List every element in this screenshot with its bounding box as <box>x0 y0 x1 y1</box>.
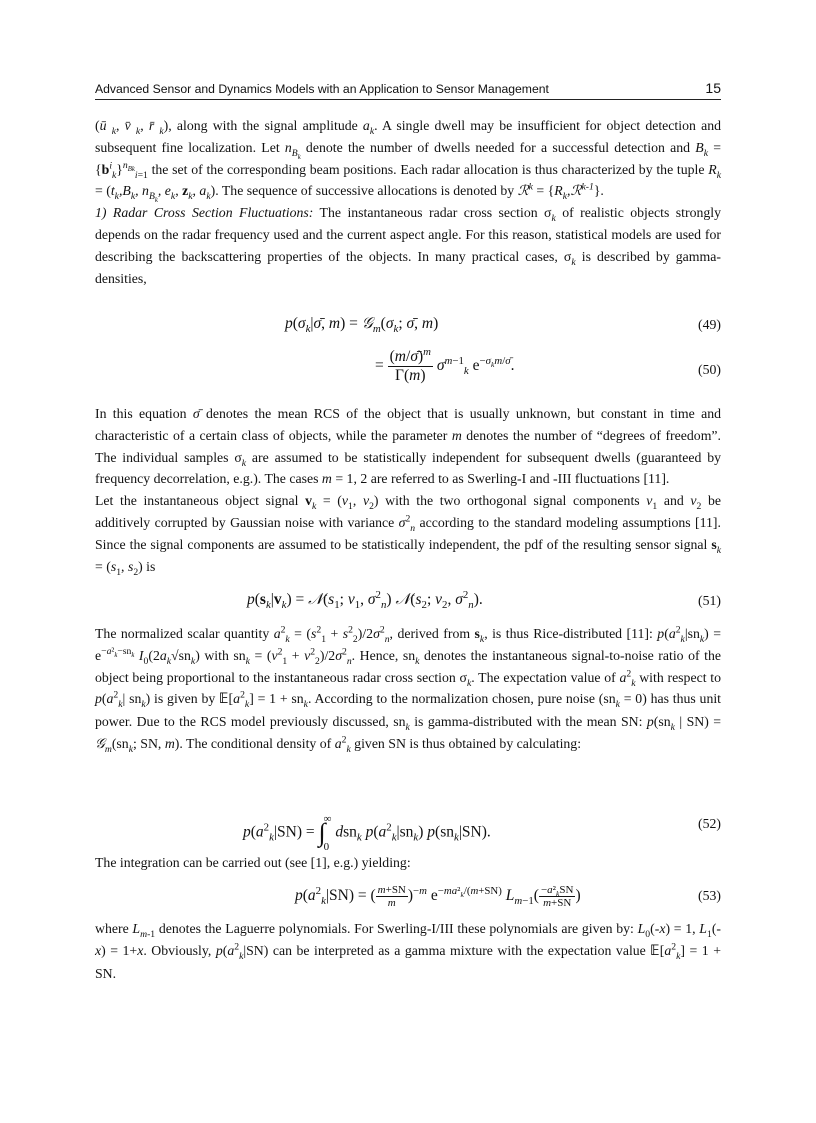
running-head <box>95 80 721 100</box>
paragraph-text: (ū $_k$, v̄ $_k$, r̄ $_k$), along with the signal amplitude $a_k$. A single dwell may be insufficient for object detection and subsequent fine localization. Let $n_{B_k}$ denote the number of dwells needed for a successful detection and $B_k = \{b^i_k\}^{n_{Bk}}_{i=1}$ the set of the corresponding beam positions. Each radar allocation is thus characterized by the tuple $R_k = (t_k,B_k$, $n_{B_k}$, $e_k$, $z_k$, $a_k$). The sequence of successive allocations is denoted by ℛ$^k$ = $\{R_k,ℛ^{k-1}\}$. <box>95 118 721 205</box>
paragraph-signal: Let the instantaneous object signal $v_k = (v_1$, $v_2$) with the two orthogonal signal components $v_1$ and $v_2$ be additively corrupted by Gaussian noise with variance $\sigma^2_n$ according to the standard modeling assumptions [11]. Since the signal components are assumed to be statistically independent, the pdf of the resulting sensor signal $s_k = (s_1$, $s_2$) is <box>95 493 721 578</box>
paragraph-text: In this equation σ̄ denotes the mean RCS of the object that is usually unknown, but constant in time and characteristic of a certain class of objects, while the parameter m denotes the number of “degrees of freedom”. The individual samples $\sigma_k$ are assumed to be statistically independent for subsequent dwells (guaranteed by frequency decorrelation, e.g.). The cases m = 1, 2 are referred to as Swerling-I and -III fluctuations [11]. <box>95 406 721 487</box>
header-rule <box>95 99 721 100</box>
equation-number: (49) <box>698 317 721 332</box>
paragraph-text: The integration can be carried out (see [1], e.g.) yielding: <box>95 855 411 870</box>
equation-number: (50) <box>698 362 721 377</box>
equation-number: (53) <box>698 888 721 903</box>
paragraph-rcs: 1) Radar Cross Section Fluctuations: The instantaneous radar cross section $\sigma_k$ of realistic objects strongly depends on the radar frequency used and the current aspect angle. For this reason, statistical models are used for describing the backscattering properties of the objects. In many practical cases, $\sigma_k$ is described by gamma-densities, <box>95 205 721 286</box>
equation-number: (51) <box>698 593 721 608</box>
paragraph-rcs-model <box>95 403 721 577</box>
equation-52: $p(a^2_k|SN)$ = ∫∞ 0 dsn$_k$ $p(a^2_k|sn_k)$ $p(sn_k|SN)$. (52) <box>243 813 721 853</box>
page-number: 15 <box>705 80 721 96</box>
equation-49: $p(\sigma_k|\sigmā$, $m) = 𝒢_m(\sigma_k$; σ̄, m) (49) <box>285 315 721 336</box>
paragraph-laguerre <box>95 918 721 984</box>
paragraph-allocation <box>95 115 721 289</box>
paragraph-text: The normalized scalar quantity $a^2_k = (s^2_1 + s^2_2)/2\sigma^2_n$, derived from $s_k$, is thus Rice-distributed [11]: $p(a^2_k|sn_k) = e^{-a^2_k-sn_k}$ $I_0(2a_k√sn_k)$ with $sn_k = (v^2_1 + v^2_2)/2\sigma^2_n$. Hence, $sn_k$ denotes the instantaneous signal-to-noise ratio of the object being proportional to the instantaneous radar cross section $\sigma_k$. The expectation value of $a^2_k$ with respect to $p(a^2_k|$ $sn_k$) is given by $𝔼[a^2_k] = 1 + sn_k$. According to the normalization chosen, pure noise $(sn_k = 0)$ has thus unit power. Due to the RCS model previously discussed, $sn_k$ is gamma-distributed with the mean SN: $p(sn_k$ | $SN) = 𝒢_m(sn_k$; SN, m). The conditional density of $a^2_k$ given SN is thus obtained by calculating: <box>95 624 722 755</box>
paragraph-rice <box>95 623 721 755</box>
equation-50: = $\frac{(m/\sigmā)^m}{\Gamma(m)}$ $\sigma^{m-1}_k$ $e^{-\sigma_km/\sigmā}$. (50) <box>375 345 721 384</box>
paragraph-text: where $L_{m-1}$ denotes the Laguerre polynomials. For Swerling-I/III these polynomials are given by: $L_0(-x) = 1$, $L_1(-x) = 1+x$. Obviously, $p(a^2_k|SN)$ can be interpreted as a gamma mixture with the expectation value $𝔼[a^2_k] = 1$ + SN. <box>95 921 722 981</box>
running-head-title: Advanced Sensor and Dynamics Models with an Application to Sensor Management <box>95 82 549 96</box>
equation-number: (52) <box>698 816 721 831</box>
paragraph-integration <box>95 852 721 874</box>
equation-51: $p(s_k|v_k)$ = $𝒩(s_1$; $v_1$, $\sigma^2_n$) $𝒩(s_2$; $v_2$, $\sigma^2_n$). (51) <box>247 588 721 612</box>
equation-53: $p(a^2_k|SN)$ = ( $\frac{m+SN}{m}$ )$^{-m}$ $e^{-ma^2_k/(m+SN)}$ $L_{m-1}$( $\frac{-a^2_kSN}{m+SN}$ ) (53) <box>295 884 721 909</box>
